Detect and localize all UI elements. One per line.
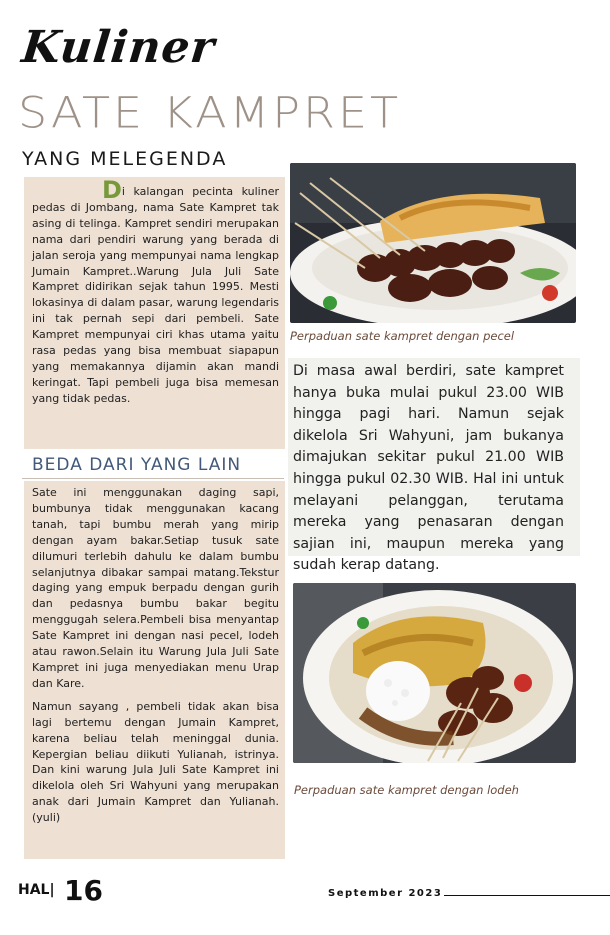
sate-lodeh-image xyxy=(293,583,576,763)
section-divider xyxy=(22,478,284,479)
page-number: 16 xyxy=(64,874,103,907)
kicker-heading: Kuliner xyxy=(19,22,218,73)
issue-date: September 2023 xyxy=(328,888,443,899)
photo-sate-pecel xyxy=(290,163,576,323)
body-box xyxy=(24,481,285,859)
photo-caption-1: Perpaduan sate kampret dengan pecel xyxy=(290,329,515,343)
photo-caption-2: Perpaduan sate kampret dengan lodeh xyxy=(294,783,519,797)
photo-sate-lodeh xyxy=(293,583,576,763)
drop-cap: D xyxy=(102,176,122,204)
body-paragraph-2: Namun sayang , pembeli tidak akan bisa lagi bertemu dengan Jumain Kampret, karena beliau telah meninggal dunia. Kepergian beliau diikuti Yulianah, istrinya. Dan kini warung Jula Juli Sate Kampret ini dikelola oleh Sri Wahyuni yang merupakan anak dari Jumain Kampret dan Yulianah.(yuli) xyxy=(32,699,279,825)
article-subtitle: YANG MELEGENDA xyxy=(22,148,228,170)
body-column xyxy=(32,485,279,826)
page-label: HAL| xyxy=(18,882,55,898)
right-paragraph: Di masa awal berdiri, sate kampret hanya buka mulai pukul 23.00 WIB hingga pagi hari. Namun sejak dikelola Sri Wahyuni, jam bukanya dimajukan sekitar pukul 21.00 WIB hingga pukul 02.30 WIB. Hal ini untuk melayani pelanggan, terutama mereka yang penasaran dengan sajian ini, maupun mereka yang sudah kerap datang. xyxy=(293,363,564,574)
intro-text: i kalangan pecinta kuliner pedas di Jombang, nama Sate Kampret tak asing di telinga. Kampret sendiri merupakan nama dari pendiri warung yang berada di jalan seroja yang mempunyai nama lengkap Jumain Kampret..Warung Jula Juli Sate Kampret didirikan sejak tahun 1995. Mesti lokasinya di dalam pasar, warung legendaris ini tak pernah sepi dari pembeli. Sate Kampret mempunyai ciri khas utama yaitu rasa pedas yang bisa membuat siapapun yang memakannya dijamin akan mandi keringat. Tapi pembeli juga bisa memesan yang tidak pedas. xyxy=(32,185,279,405)
footer-divider xyxy=(444,895,610,896)
section-heading: BEDA DARI YANG LAIN xyxy=(32,455,242,475)
sate-pecel-image xyxy=(290,163,576,323)
article-title: SATE KAMPRET xyxy=(18,88,402,138)
body-paragraph-1: Sate ini menggunakan daging sapi, bumbunya tidak menggunakan kacang tanah, tapi bumbu merah yang mirip dengan ayam bakar.Setiap tusuk sate dilumuri terlebih dahulu ke dalam bumbu selanjutnya dibakar sampai matang.Tekstur daging yang empuk berpadu dengan gurih dan pedasnya bumbu bakar begitu menggugah selera.Pembeli bisa menyantap Sate Kampret ini dengan nasi pecel, lodeh atau rawon.Selain itu Warung Jula Juli Sate Kampret ini juga menyediakan menu Urap dan Kare. xyxy=(32,486,279,690)
intro-box xyxy=(24,177,285,449)
intro-paragraph xyxy=(32,176,279,407)
